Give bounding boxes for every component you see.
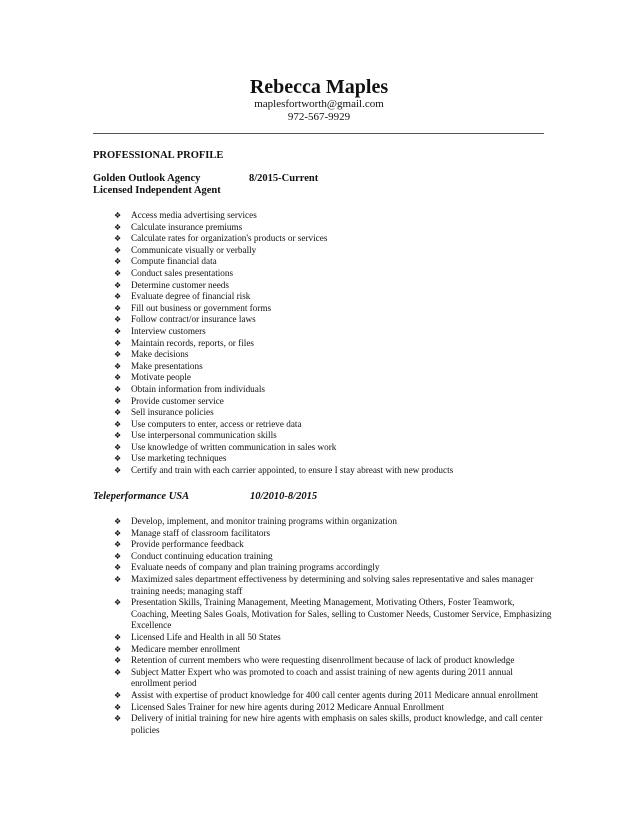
list-item bbox=[114, 528, 554, 540]
job-company: Teleperformance USA bbox=[93, 491, 190, 502]
list-item bbox=[114, 303, 554, 315]
list-item bbox=[114, 280, 554, 292]
diamond-bullet-icon: ❖ bbox=[114, 574, 122, 584]
section-title: PROFESSIONAL PROFILE bbox=[93, 150, 224, 161]
diamond-bullet-icon: ❖ bbox=[114, 361, 122, 371]
diamond-bullet-icon: ❖ bbox=[114, 350, 122, 360]
list-item-text: Use knowledge of written communication in sales work bbox=[131, 441, 337, 452]
list-item bbox=[114, 338, 554, 350]
list-item-text: Retention of current members who were requesting disenrollment because of lack of product knowledge bbox=[131, 655, 515, 666]
list-item bbox=[114, 396, 554, 408]
list-item-text: Fill out business or government forms bbox=[131, 302, 272, 313]
list-item bbox=[114, 361, 554, 373]
diamond-bullet-icon: ❖ bbox=[114, 540, 122, 550]
list-item-text: Assist with expertise of product knowledge for 400 call center agents during 2011 Medicare annual enrollment bbox=[131, 689, 539, 700]
diamond-bullet-icon: ❖ bbox=[114, 656, 122, 666]
list-item bbox=[114, 644, 554, 656]
list-item-text: Provide performance feedback bbox=[131, 539, 244, 550]
diamond-bullet-icon: ❖ bbox=[114, 644, 122, 654]
list-item-text: Calculate rates for organization's products or services bbox=[131, 233, 328, 244]
diamond-bullet-icon: ❖ bbox=[114, 563, 122, 573]
list-item-text: Follow contract/or insurance laws bbox=[131, 314, 256, 325]
list-item-text: Evaluate needs of company and plan training programs accordingly bbox=[131, 562, 380, 573]
list-item bbox=[114, 233, 554, 245]
list-item-text: Use computers to enter, access or retrieve data bbox=[131, 418, 302, 429]
list-item-text: Use marketing techniques bbox=[131, 453, 227, 464]
diamond-bullet-icon: ❖ bbox=[114, 690, 122, 700]
diamond-bullet-icon: ❖ bbox=[114, 384, 122, 394]
list-item-text: Provide customer service bbox=[131, 395, 224, 406]
diamond-bullet-icon: ❖ bbox=[114, 408, 122, 418]
candidate-name: Rebecca Maples bbox=[249, 76, 389, 98]
diamond-bullet-icon: ❖ bbox=[114, 303, 122, 313]
list-item bbox=[114, 372, 554, 384]
job-2-bullet-list bbox=[114, 516, 554, 736]
job-dates: 10/2010-8/2015 bbox=[250, 491, 318, 502]
diamond-bullet-icon: ❖ bbox=[114, 315, 122, 325]
list-item-text: Make presentations bbox=[131, 360, 203, 371]
list-item-text: Conduct sales presentations bbox=[131, 267, 234, 278]
list-item-text: Medicare member enrollment bbox=[131, 643, 241, 654]
list-item-text: Determine customer needs bbox=[131, 279, 229, 290]
list-item bbox=[114, 702, 554, 714]
job-dates: 8/2015-Current bbox=[249, 173, 319, 184]
diamond-bullet-icon: ❖ bbox=[114, 419, 122, 429]
diamond-bullet-icon: ❖ bbox=[114, 338, 122, 348]
list-item-text: Licensed Life and Health in all 50 States bbox=[131, 631, 281, 642]
diamond-bullet-icon: ❖ bbox=[114, 517, 122, 526]
list-item bbox=[114, 314, 554, 326]
diamond-bullet-icon: ❖ bbox=[114, 551, 122, 561]
diamond-bullet-icon: ❖ bbox=[114, 598, 122, 608]
list-item bbox=[114, 551, 554, 563]
list-item-text: Manage staff of classroom facilitators bbox=[131, 527, 271, 538]
list-item-text: Access media advertising services bbox=[131, 210, 257, 220]
list-item-text: Compute financial data bbox=[131, 256, 217, 267]
list-item bbox=[114, 690, 554, 702]
diamond-bullet-icon: ❖ bbox=[114, 431, 122, 441]
diamond-bullet-icon: ❖ bbox=[114, 373, 122, 383]
list-item bbox=[114, 574, 554, 597]
list-item-text: Maintain records, reports, or files bbox=[131, 337, 254, 348]
list-item-text: Motivate people bbox=[131, 372, 191, 383]
list-item bbox=[114, 210, 554, 222]
list-item-text: Use interpersonal communication skills bbox=[131, 430, 277, 441]
diamond-bullet-icon: ❖ bbox=[114, 454, 122, 464]
list-item-text: Communicate visually or verbally bbox=[131, 244, 257, 255]
list-item bbox=[114, 539, 554, 551]
diamond-bullet-icon: ❖ bbox=[114, 442, 122, 452]
list-item-text: Develop, implement, and monitor training programs within organization bbox=[131, 516, 397, 526]
email-address: maplesfortworth@gmail.com bbox=[254, 98, 384, 110]
diamond-bullet-icon: ❖ bbox=[114, 528, 122, 538]
diamond-bullet-icon: ❖ bbox=[114, 632, 122, 642]
list-item bbox=[114, 268, 554, 280]
diamond-bullet-icon: ❖ bbox=[114, 211, 122, 220]
list-item-text: Make decisions bbox=[131, 349, 189, 360]
list-item-text: Delivery of initial training for new hire agents with emphasis on sales skills, product knowledge, and call center policies bbox=[131, 713, 543, 735]
header-divider bbox=[93, 133, 544, 134]
diamond-bullet-icon: ❖ bbox=[114, 714, 122, 724]
list-item-text: Interview customers bbox=[131, 325, 206, 336]
list-item bbox=[114, 655, 554, 667]
list-item-text: Conduct continuing education training bbox=[131, 550, 273, 561]
list-item bbox=[114, 442, 554, 454]
list-item-text: Evaluate degree of financial risk bbox=[131, 291, 251, 302]
list-item bbox=[114, 349, 554, 361]
list-item bbox=[114, 465, 554, 477]
diamond-bullet-icon: ❖ bbox=[114, 292, 122, 302]
list-item bbox=[114, 326, 554, 338]
list-item bbox=[114, 516, 554, 528]
list-item bbox=[114, 453, 554, 465]
list-item bbox=[114, 562, 554, 574]
job-heading-2 bbox=[93, 491, 317, 503]
job-title: Licensed Independent Agent bbox=[93, 185, 221, 196]
diamond-bullet-icon: ❖ bbox=[114, 257, 122, 267]
list-item bbox=[114, 430, 554, 442]
list-item bbox=[114, 256, 554, 268]
list-item-text: Sell insurance policies bbox=[131, 407, 214, 418]
list-item-text: Maximized sales department effectiveness by determining and solving sales representative and sales manager training needs; managing staff bbox=[131, 573, 534, 596]
list-item bbox=[114, 713, 554, 736]
diamond-bullet-icon: ❖ bbox=[114, 702, 122, 712]
list-item bbox=[114, 407, 554, 419]
diamond-bullet-icon: ❖ bbox=[114, 396, 122, 406]
list-item-text: Presentation Skills, Training Management, Meeting Management, Motivating Others, Foster Teamwork, Coaching, Meeting Sales Goals, Motivation for Sales, selling to Customer Needs, Customer Service, Emphasizing Excellence bbox=[131, 597, 552, 631]
diamond-bullet-icon: ❖ bbox=[114, 667, 122, 677]
diamond-bullet-icon: ❖ bbox=[114, 245, 122, 255]
list-item-text: Subject Matter Expert who was promoted to coach and assist training of new agents during 2011 annual enrollment period bbox=[131, 666, 513, 689]
list-item bbox=[114, 632, 554, 644]
list-item-text: Obtain information from individuals bbox=[131, 383, 265, 394]
list-item bbox=[114, 245, 554, 257]
list-item-text: Certify and train with each carrier appointed, to ensure I stay abreast with new products bbox=[131, 465, 454, 476]
diamond-bullet-icon: ❖ bbox=[114, 280, 122, 290]
list-item-text: Calculate insurance premiums bbox=[131, 221, 243, 232]
list-item bbox=[114, 597, 554, 632]
diamond-bullet-icon: ❖ bbox=[114, 466, 122, 476]
diamond-bullet-icon: ❖ bbox=[114, 326, 122, 336]
diamond-bullet-icon: ❖ bbox=[114, 234, 122, 244]
job-company: Golden Outlook Agency bbox=[93, 173, 201, 184]
job-1-bullet-list bbox=[114, 210, 554, 477]
resume-header bbox=[0, 76, 638, 123]
job-heading-1 bbox=[93, 173, 318, 197]
diamond-bullet-icon: ❖ bbox=[114, 222, 122, 232]
list-item bbox=[114, 667, 554, 690]
list-item-text: Licensed Sales Trainer for new hire agents during 2012 Medicare Annual Enrollment bbox=[131, 701, 445, 712]
list-item bbox=[114, 291, 554, 303]
list-item bbox=[114, 419, 554, 431]
phone-number: 972-567-9929 bbox=[287, 110, 351, 123]
list-item bbox=[114, 222, 554, 234]
list-item bbox=[114, 384, 554, 396]
diamond-bullet-icon: ❖ bbox=[114, 268, 122, 278]
